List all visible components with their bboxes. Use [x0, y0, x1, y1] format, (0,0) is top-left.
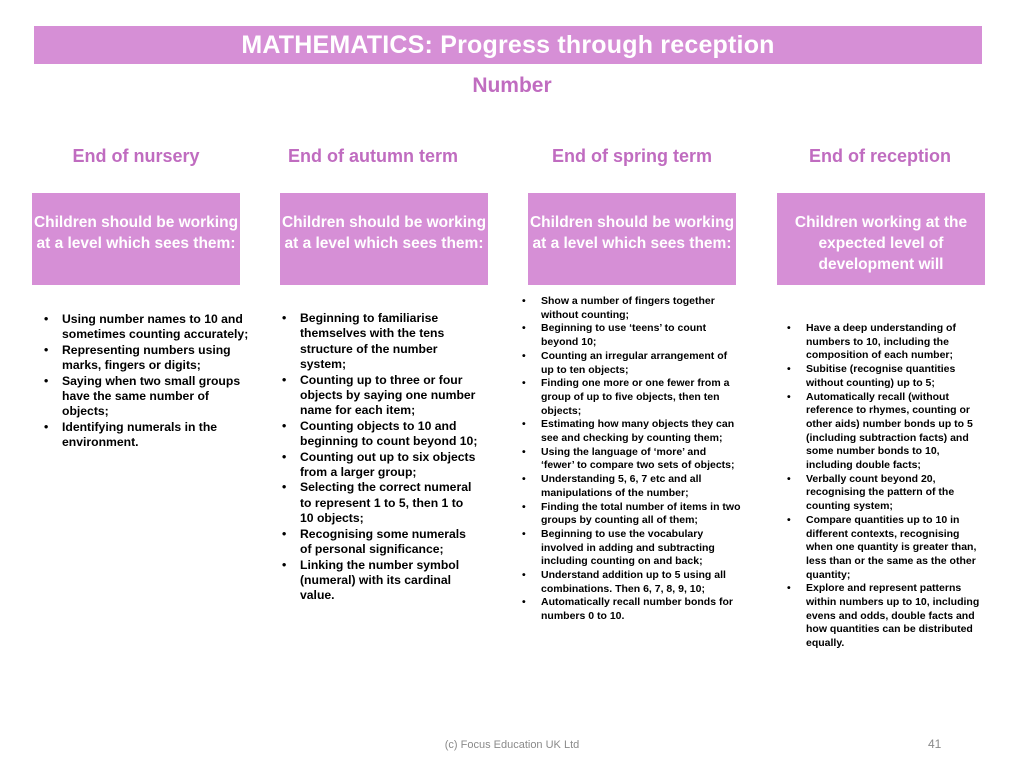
list-item: • Verbally count beyond 20, recognising the pattern of the counting system;: [785, 473, 981, 514]
list-item: • Beginning to use the vocabulary involved in adding and subtracting including counting on and back;: [520, 528, 742, 569]
list-item: • Automatically recall number bonds for numbers 0 to 10.: [520, 596, 742, 623]
reception-list: [785, 322, 981, 651]
list-item: • Explore and represent patterns within numbers up to 10, including evens and odds, double facts and how quantities can be distributed equally.: [785, 582, 981, 651]
list-item: • Recognising some numerals of personal significance;: [280, 527, 480, 558]
list-item: • Automatically recall (without reference to rhymes, counting or other aids) number bonds up to 5 (including subtraction facts) and some number bonds to 10, including double facts;: [785, 391, 981, 473]
intro-box-spring: Children should be working at a level which sees them:: [528, 193, 736, 285]
list-item: • Using the language of ‘more’ and ‘fewer’ to compare two sets of objects;: [520, 446, 742, 473]
list-item: • Beginning to use ‘teens’ to count beyond 10;: [520, 322, 742, 349]
list-item: • Representing numbers using marks, fingers or digits;: [42, 343, 252, 374]
intro-box-reception: Children working at the expected level of development will: [777, 193, 985, 285]
title-banner: [34, 26, 982, 64]
list-item: • Finding one more or one fewer from a group of up to five objects, then ten objects;: [520, 377, 742, 418]
page-number: 41: [928, 737, 942, 751]
autumn-list: [280, 311, 480, 604]
list-item: • Identifying numerals in the environment.: [42, 420, 252, 451]
intro-box-nursery: Children should be working at a level which sees them:: [32, 193, 240, 285]
list-item: • Finding the total number of items in two groups by counting all of them;: [520, 501, 742, 528]
list-item: • Counting an irregular arrangement of up to ten objects;: [520, 350, 742, 377]
heading-end-of-reception: End of reception: [808, 146, 951, 166]
list-item: • Counting out up to six objects from a larger group;: [280, 450, 480, 481]
list-item: • Understand addition up to 5 using all combinations. Then 6, 7, 8, 9, 10;: [520, 569, 742, 596]
list-item: • Beginning to familiarise themselves with the tens structure of the number system;: [280, 311, 480, 373]
heading-end-of-autumn-term: End of autumn term: [288, 146, 458, 166]
list-item: • Counting up to three or four objects by saying one number name for each item;: [280, 373, 480, 419]
list-item: • Selecting the correct numeral to represent 1 to 5, then 1 to 10 objects;: [280, 480, 480, 526]
list-item: • Linking the number symbol (numeral) with its cardinal value.: [280, 558, 480, 604]
list-item: • Counting objects to 10 and beginning to count beyond 10;: [280, 419, 480, 450]
page-subtitle: Number: [472, 74, 552, 97]
heading-end-of-nursery: End of nursery: [72, 146, 200, 166]
list-item: • Compare quantities up to 10 in different contexts, recognising when one quantity is greater than, less than or the same as the other quantity;: [785, 514, 981, 583]
list-item: • Using number names to 10 and sometimes counting accurately;: [42, 312, 252, 343]
spring-list: [520, 295, 742, 624]
copyright-footer: (c) Focus Education UK Ltd: [444, 739, 580, 751]
list-item: • Estimating how many objects they can see and checking by counting them;: [520, 418, 742, 445]
list-item: • Subitise (recognise quantities without counting) up to 5;: [785, 363, 981, 390]
list-item: • Show a number of fingers together without counting;: [520, 295, 742, 322]
intro-box-autumn: Children should be working at a level which sees them:: [280, 193, 488, 285]
nursery-list: [42, 312, 252, 451]
page-title: MATHEMATICS: Progress through reception: [241, 30, 775, 59]
list-item: • Understanding 5, 6, 7 etc and all manipulations of the number;: [520, 473, 742, 500]
heading-end-of-spring-term: End of spring term: [551, 146, 712, 166]
list-item: • Saying when two small groups have the same number of objects;: [42, 374, 252, 420]
list-item: • Have a deep understanding of numbers to 10, including the composition of each number;: [785, 322, 981, 363]
